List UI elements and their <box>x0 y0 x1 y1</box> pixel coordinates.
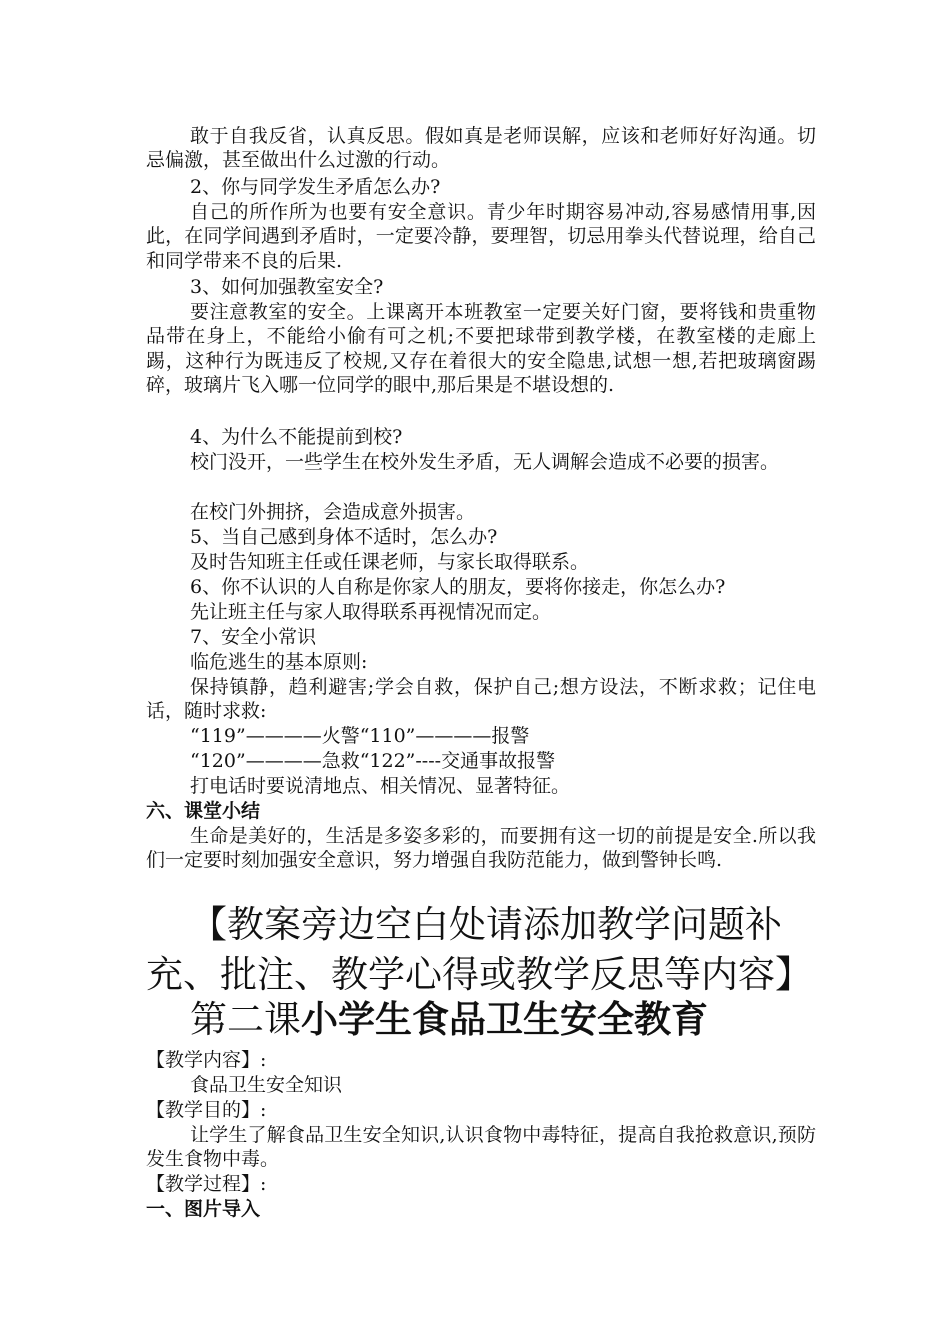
question-7: 7、安全小常识 <box>190 626 317 648</box>
section-6-heading: 六、课堂小结 <box>146 800 261 822</box>
teaching-content: 食品卫生安全知识 <box>190 1074 343 1096</box>
escape-principles-text: 保持镇静，趋利避害;学会自救，保护自己;想方设法，不断求救；记住电话，随时求救: <box>146 676 816 723</box>
label-teaching-process: 【教学过程】: <box>146 1173 267 1195</box>
phone-call-tip: 打电话时要说清地点、相关情况、显著特征。 <box>190 775 571 797</box>
teaching-goal: 让学生了解食品卫生安全知识,认识食物中毒特征，提高自我抢救意识,预防发生食物中毒。 <box>146 1124 816 1171</box>
label-teaching-goal: 【教学目的】: <box>146 1099 267 1121</box>
escape-principles-label: 临危逃生的基本原则: <box>190 651 368 673</box>
question-3: 3、如何加强教室安全? <box>190 276 384 298</box>
section-1-heading: 一、图片导入 <box>146 1198 261 1220</box>
answer-3: 要注意教室的安全。上课离开本班教室一定要关好门窗，要将钱和贵重物品带在身上，不能给小偷有可之机;不要把球带到教学楼，在教室楼的走廊上踢，这种行为既违反了校规,又存在着很大的安全隐患,试想一想,若把玻璃窗踢碎，玻璃片飞入哪一位同学的眼中,那后果是不堪设想的. <box>146 301 816 397</box>
paragraph-reflection: 敢于自我反省，认真反思。假如真是老师误解，应该和老师好好沟通。切忌偏激，甚至做出什么过激的行动。 <box>146 125 816 172</box>
question-6: 6、你不认识的人自称是你家人的朋友，要将你接走，你怎么办? <box>190 576 726 598</box>
lesson-title <box>190 998 708 1042</box>
notice-banner: 【教案旁边空白处请添加教学问题补充、批注、教学心得或教学反思等内容】 <box>146 903 812 996</box>
label-teaching-content: 【教学内容】: <box>146 1049 267 1071</box>
answer-4b: 在校门外拥挤，会造成意外损害。 <box>190 501 476 523</box>
answer-6: 先让班主任与家人取得联系再视情况而定。 <box>190 601 552 623</box>
answer-5: 及时告知班主任或任课老师，与家长取得联系。 <box>190 551 590 573</box>
summary-paragraph: 生命是美好的，生活是多姿多彩的，而要拥有这一切的前提是安全.所以我们一定要时刻加强安全意识，努力增强自我防范能力，做到警钟长鸣. <box>146 825 816 872</box>
question-4: 4、为什么不能提前到校? <box>190 426 403 448</box>
lesson-prefix: 第二课 <box>190 998 301 1041</box>
lesson-name: 小学生食品卫生安全教育 <box>301 998 708 1041</box>
emergency-phones-1: “119”————火警“110”————报警 <box>190 725 530 747</box>
answer-4a: 校门没开，一些学生在校外发生矛盾，无人调解会造成不必要的损害。 <box>190 451 780 473</box>
emergency-phones-2: “120”————急救“122”----交通事故报警 <box>190 750 556 772</box>
answer-2: 自己的所作所为也要有安全意识。青少年时期容易冲动,容易感情用事,因此，在同学间遇到矛盾时，一定要冷静，要理智，切忌用拳头代替说理，给自己和同学带来不良的后果. <box>146 201 816 272</box>
question-5: 5、当自己感到身体不适时，怎么办? <box>190 526 498 548</box>
question-2: 2、你与同学发生矛盾怎么办? <box>190 176 441 198</box>
